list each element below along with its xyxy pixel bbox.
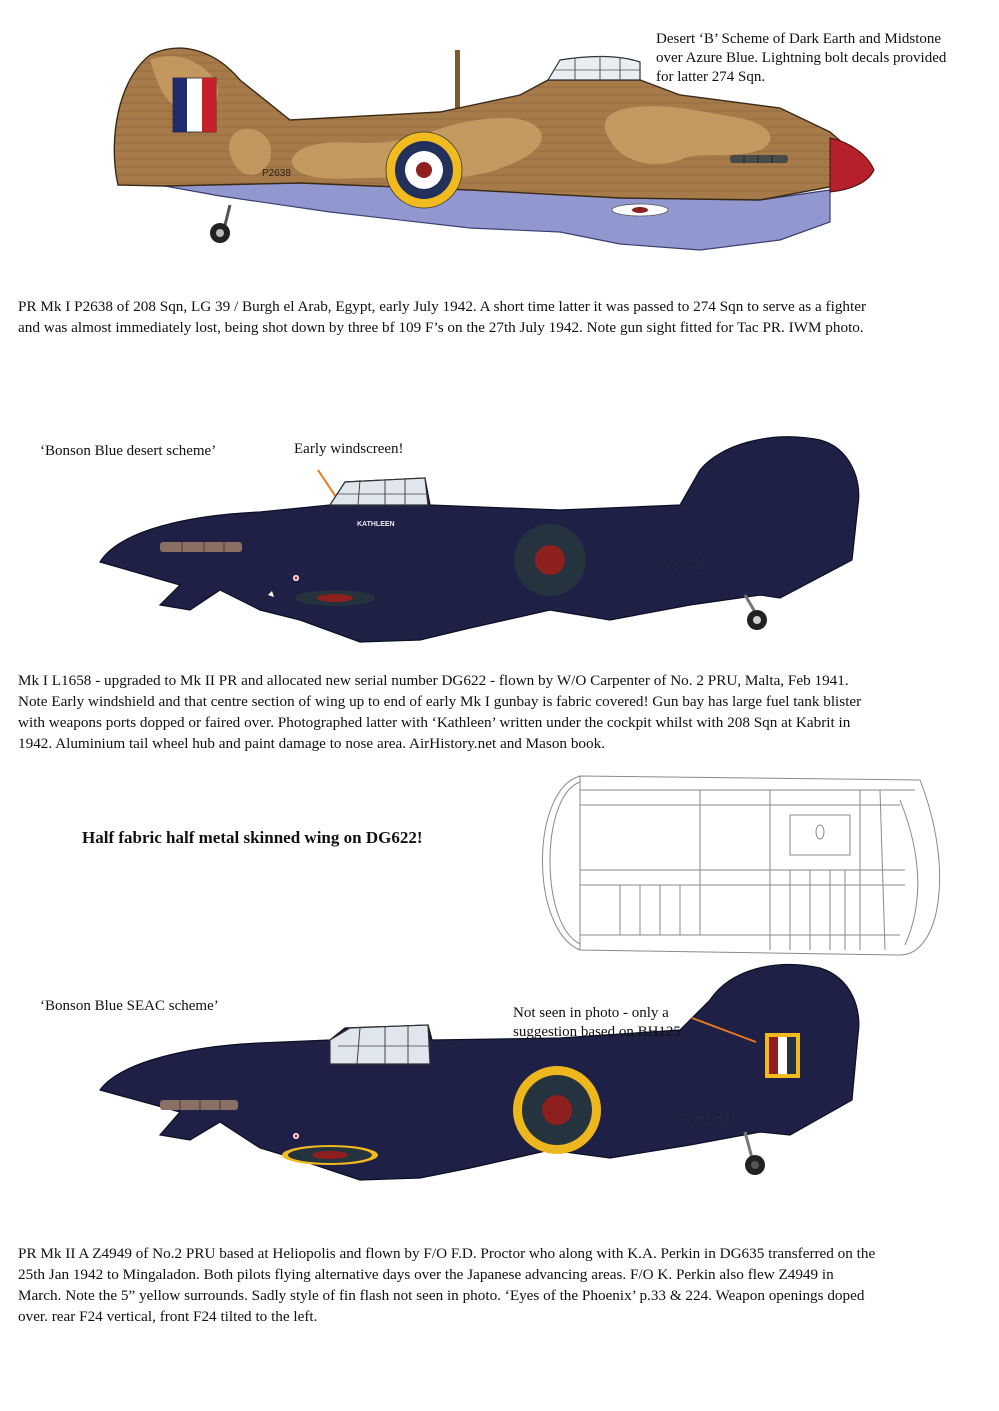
scheme-note-line: for latter 274 Sqn. — [656, 69, 766, 85]
canopy — [330, 478, 428, 505]
profile3-scheme-label: ‘Bonson Blue SEAC scheme’ — [40, 998, 219, 1014]
caption-line: 25th Jan 1942 to Mingaladon. Both pilots flying alternative days over the Japanese advancing areas. F/O K. Perkin also flew Z4949 in — [18, 1266, 834, 1283]
exhaust-stubs — [730, 155, 788, 163]
caption-line: and was almost immediately lost, being shot down by three bf 109 F’s on the 27th July 1942. Note gun sight fitted for Tac PR. IWM photo. — [18, 319, 864, 336]
profile2-windscreen-callout: Early windscreen! — [294, 441, 404, 457]
caption-line: PR Mk II A Z4949 of No.2 PRU based at Heliopolis and flown by F/O F.D. Proctor who along with K.A. Perkin in DG635 transferred on the — [18, 1245, 876, 1262]
profile2-caption — [18, 670, 983, 754]
serial-dg622: DG622 — [655, 554, 713, 574]
profile2-scheme-label: ‘Bonson Blue desert scheme’ — [40, 443, 217, 459]
exhaust-stubs — [160, 1100, 238, 1110]
wing-plan-drawing — [543, 776, 940, 955]
serial-p2638: P2638 — [262, 168, 291, 179]
callout-line: Not seen in photo - only a — [513, 1005, 669, 1021]
callout-line: suggestion based on BH125 — [513, 1024, 681, 1040]
serial-z4949: Z4949 — [682, 1110, 734, 1130]
caption-line: March. Note the 5” yellow surrounds. Sadly style of fin flash not seen in photo. ‘Eyes of the Phoenix’ p.33 & 224. Weapon openings doped — [18, 1287, 865, 1304]
exhaust-stubs — [160, 542, 242, 552]
canopy — [548, 56, 640, 80]
wing-heading: Half fabric half metal skinned wing on DG622! — [82, 828, 423, 847]
fuselage — [100, 437, 859, 642]
profile3-fin-callout — [513, 1004, 681, 1042]
radio-mast — [455, 50, 460, 112]
caption-line: PR Mk I P2638 of 208 Sqn, LG 39 / Burgh el Arab, Egypt, early July 1942. A short time latter it was passed to 274 Sqn to serve as a fighter — [18, 298, 867, 315]
scheme-note-line: Desert ‘B’ Scheme of Dark Earth and Midstone — [656, 31, 942, 47]
caption-line: Note Early windshield and that centre section of wing up to end of early Mk I gunbay is fabric covered! Gun bay has large fuel tank blister — [18, 693, 862, 710]
windscreen-callout-line — [318, 470, 338, 500]
caption-line: over. rear F24 vertical, front F24 tilted to the left. — [18, 1308, 318, 1325]
profile1-scheme-note — [656, 30, 946, 87]
profile3-caption — [18, 1243, 983, 1327]
caption-line: 1942. Aluminium tail wheel hub and paint damage to nose area. AirHistory.net and Mason book. — [18, 735, 605, 752]
spinner — [830, 138, 874, 192]
canopy — [330, 1025, 430, 1064]
caption-line: with weapons ports dopped or faired over. Photographed latter with ‘Kathleen’ written under the cockpit whilst with 208 Sqn at Kabrit in — [18, 714, 851, 731]
profile1-caption — [18, 296, 983, 338]
hurricane-dg622-profile — [100, 437, 859, 642]
scheme-note-line: over Azure Blue. Lightning bolt decals provided — [656, 50, 947, 66]
nose-name-kathleen: KATHLEEN — [357, 521, 395, 528]
caption-line: Mk I L1658 - upgraded to Mk II PR and allocated new serial number DG622 - flown by W/O Carpenter of No. 2 PRU, Malta, Feb 1941. — [18, 672, 849, 689]
